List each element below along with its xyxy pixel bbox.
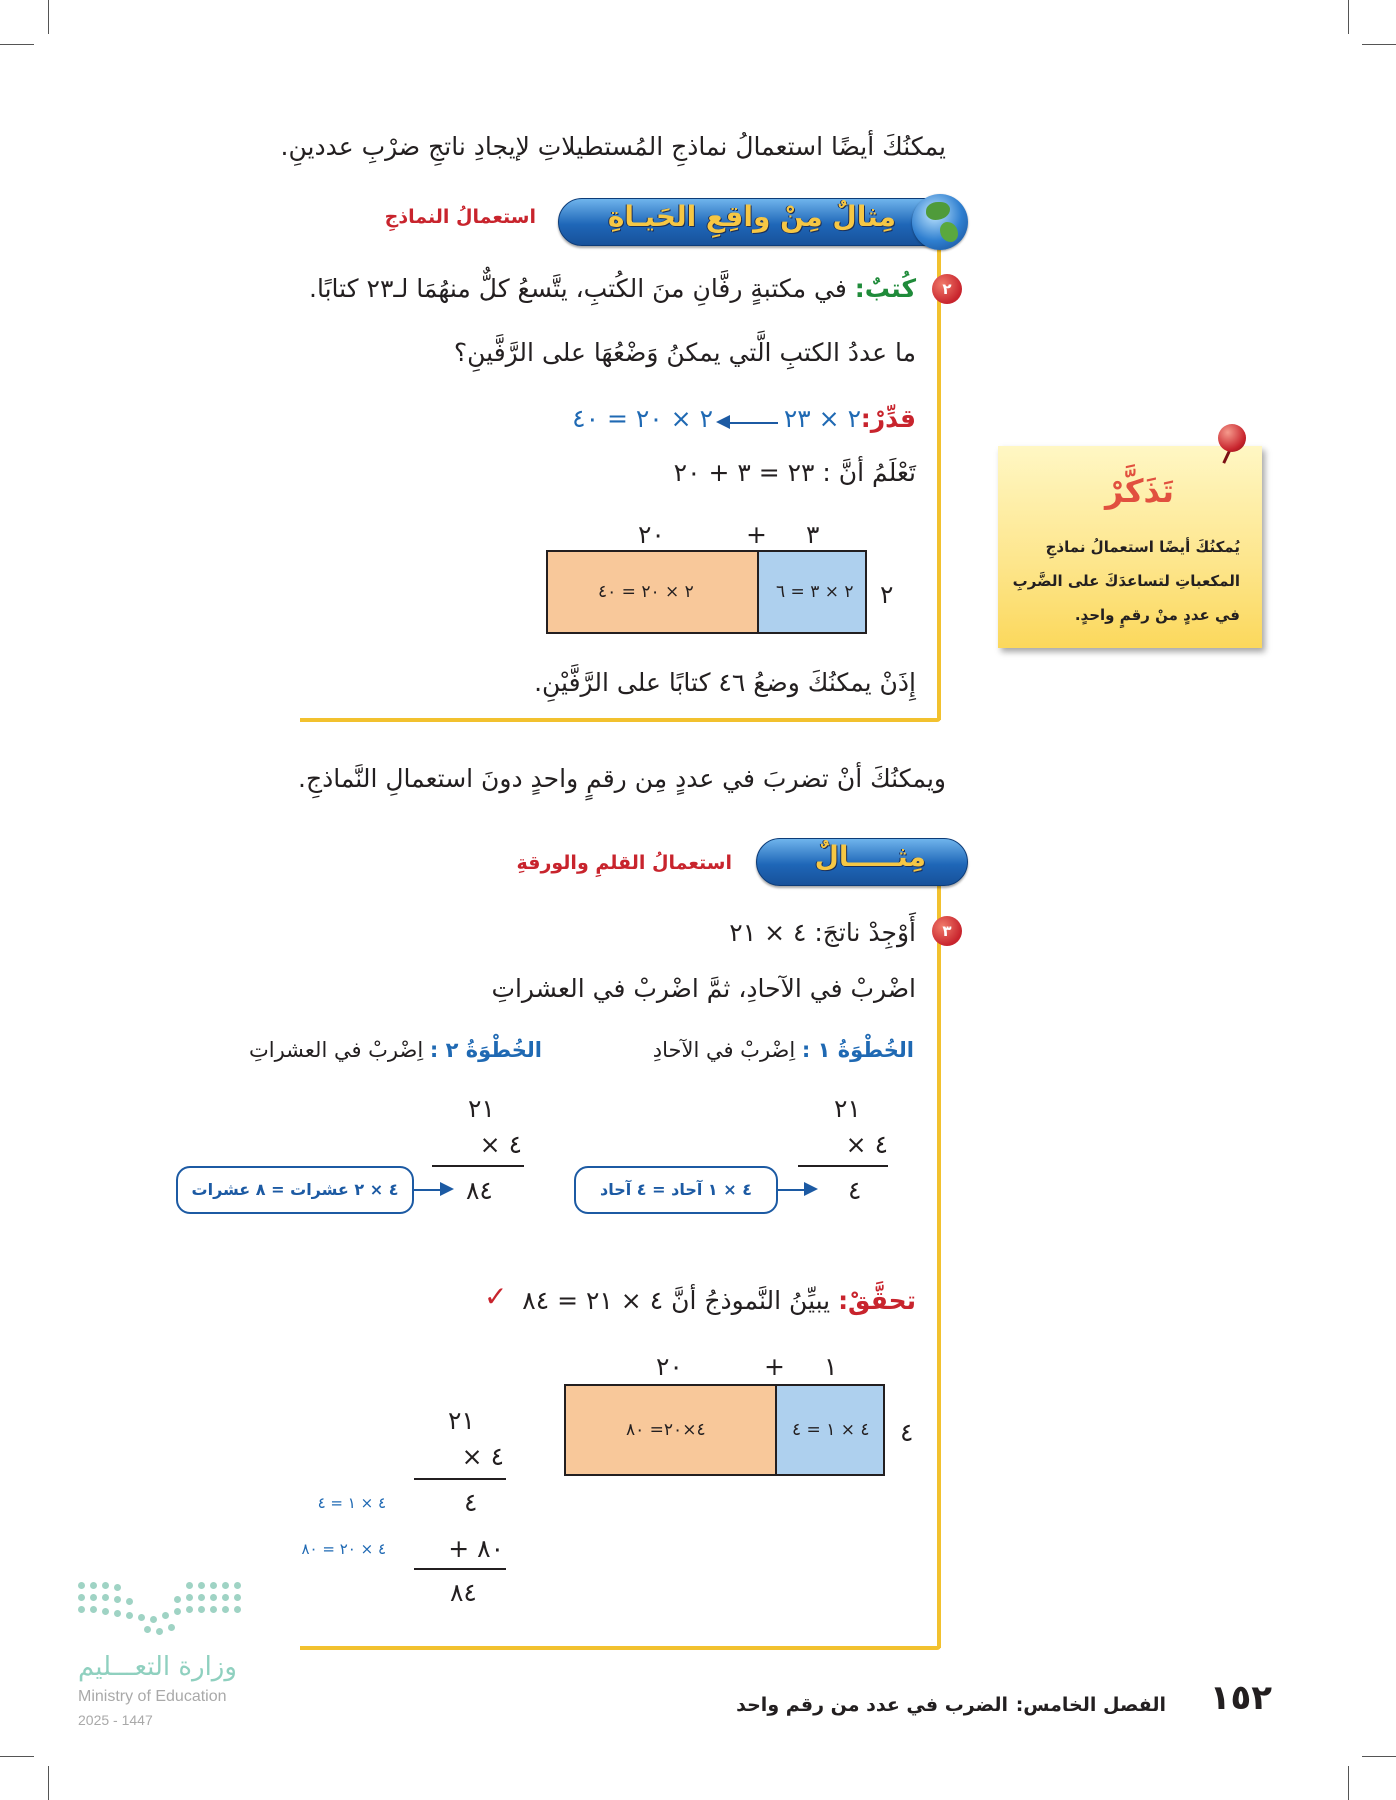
- model2-side: ٤: [900, 1418, 914, 1447]
- step2-heading: [249, 1038, 542, 1062]
- vertical-partial2: + ٨٠: [448, 1534, 504, 1563]
- transition-text: ويمكنُكَ أنْ تضربَ في عددٍ مِن رقمٍ واحدٍ دونَ استعمالِ النَّماذجِ.: [298, 764, 946, 793]
- arrow-left-icon: [716, 415, 730, 429]
- ministry-arabic: وزارة التعـــليم: [78, 1652, 237, 1682]
- section-rule: [937, 882, 941, 1648]
- estimate-left: ٢ × ٢٣: [783, 404, 861, 433]
- step2-arrow: [414, 1189, 440, 1191]
- vertical-total: ٨٤: [450, 1578, 477, 1607]
- task-text: أَوْجِدْ ناتجَ: ٤ × ٢١: [729, 918, 916, 947]
- model2-top-plus: +: [764, 1352, 785, 1381]
- remember-line-3: في عددٍ منْ رقمٍ واحدٍ.: [1074, 606, 1240, 624]
- vertical-note-1: ٤ × ١ = ٤: [317, 1494, 386, 1512]
- chapter-label: الفصل الخامس:: [1015, 1694, 1166, 1716]
- model1-top-tens: ٢٠: [638, 520, 665, 549]
- model2-ones-cell: ٤ × ١ = ٤: [792, 1420, 870, 1440]
- vertical-top: ٢١: [448, 1406, 475, 1435]
- model1-top-plus: +: [746, 520, 767, 549]
- step1-top: ٢١: [834, 1094, 861, 1123]
- example-banner-title: مِثـــــالٌ: [814, 840, 926, 873]
- arrow-right-icon: [804, 1182, 818, 1196]
- problem-text: في مكتبةٍ رفَّانِ منَ الكُتبِ، يتَّسعُ كلٌّ منهُمَا لـ٢٣ كتابًا.: [309, 274, 847, 303]
- model1-tens-cell: ٢ × ٢٠ = ٤٠: [598, 582, 694, 602]
- crop-mark: [0, 44, 34, 45]
- remember-note: [998, 446, 1262, 648]
- step1-result: ٤: [848, 1176, 862, 1205]
- crop-mark: [1348, 1766, 1349, 1800]
- vertical-note-2: ٤ × ٢٠ = ٨٠: [301, 1540, 386, 1558]
- remember-line-1: يُمكنُكَ أيضًا استعمالُ نماذجِ: [1045, 538, 1240, 556]
- conclusion-text: إِذَنْ يمكنُكَ وضعُ ٤٦ كتابًا على الرَّفَّيْنِ.: [534, 668, 916, 697]
- crop-mark: [48, 0, 49, 34]
- problem-keyword: كُتبٌ:: [854, 274, 916, 303]
- crop-mark: [1362, 44, 1396, 45]
- vertical-mult: × ٤: [461, 1442, 504, 1471]
- model1-side: ٢: [880, 580, 894, 609]
- vertical-rule: [414, 1568, 506, 1570]
- remember-line-2: المكعباتِ لتساعدَكَ على الضَّربِ: [1012, 572, 1240, 590]
- step1-arrow: [778, 1189, 804, 1191]
- estimate-arrow: [730, 422, 778, 424]
- chapter-title: الضرب في عدد من رقم واحد: [736, 1694, 1008, 1716]
- step2-text: اِضْربْ في العشراتِ: [248, 1038, 424, 1062]
- step1-heading: [653, 1038, 914, 1062]
- intro-text: يمكنُكَ أيضًا استعمالُ نماذجِ المُستطيلاتِ لإيجادِ ناتجِ ضرْبِ عددينِ.: [280, 132, 946, 161]
- remember-title: تَذَكَّرْ: [1104, 472, 1174, 510]
- check-label: تحقَّقْ:: [838, 1286, 916, 1315]
- crop-mark: [0, 1756, 34, 1757]
- step2-rule: [432, 1165, 524, 1167]
- instruction-text: اضْربْ في الآحادِ، ثمَّ اضْربْ في العشراتِ: [491, 974, 916, 1003]
- step2-mult: × ٤: [479, 1130, 522, 1159]
- problem-line-2: ما عددُ الكتبِ الَّتي يمكنُ وَضْعُهَا على الرَّفَّينِ؟: [453, 338, 916, 367]
- model1-top-ones: ٣: [806, 520, 820, 549]
- ministry-year: 2025 - 1447: [78, 1712, 153, 1728]
- example-number: ٣: [932, 916, 962, 946]
- example-banner-title: مِثالٌ مِنْ واقِعِ الحَيـاةِ: [607, 200, 896, 233]
- step1-rule: [798, 1165, 888, 1167]
- globe-icon: [912, 194, 968, 250]
- estimate-right: ٢ × ٢٠ = ٤٠: [572, 404, 713, 433]
- step2-explain-box: ٤ × ٢ عشرات = ٨ عشرات: [176, 1166, 414, 1214]
- page-number: ١٥٢: [1209, 1678, 1272, 1718]
- model2-top-ones: ١: [824, 1352, 838, 1381]
- section-rule: [300, 1646, 941, 1650]
- vertical-rule: [414, 1478, 506, 1480]
- step1-explain-box: ٤ × ١ آحاد = ٤ آحاد: [574, 1166, 778, 1214]
- section-rule: [300, 718, 941, 722]
- crop-mark: [48, 1766, 49, 1800]
- step2-top: ٢١: [468, 1094, 495, 1123]
- step1-text: اِضْربْ في الآحادِ: [652, 1038, 796, 1062]
- example-number: ٢: [932, 274, 962, 304]
- example-subtitle: استعمالُ النماذجِ: [384, 206, 536, 228]
- step1-mult: × ٤: [845, 1130, 888, 1159]
- check-text: يبيِّنُ النَّموذجُ أنَّ ٤ × ٢١ = ٨٤: [522, 1286, 831, 1315]
- step2-label: الخُطْوَةُ ٢ :: [429, 1038, 542, 1062]
- pushpin-icon: [1218, 424, 1246, 452]
- problem-line-1: [309, 274, 916, 303]
- ministry-english: Ministry of Education: [78, 1688, 227, 1705]
- estimate-label: قدِّرْ:: [860, 404, 916, 433]
- know-text: تَعْلَمُ أنَّ : ٢٣ = ٣ + ٢٠: [673, 458, 916, 487]
- check-mark-icon: ✓: [484, 1280, 508, 1313]
- vertical-partial1: ٤: [464, 1488, 478, 1517]
- model2-tens-cell: ٤×٢٠= ٨٠: [626, 1420, 706, 1440]
- crop-mark: [1348, 0, 1349, 34]
- model1-ones-cell: ٢ × ٣ = ٦: [776, 582, 854, 602]
- example-subtitle: استعمالُ القلمِ والورقةِ: [516, 852, 732, 874]
- check-line: [522, 1286, 916, 1315]
- crop-mark: [1362, 1756, 1396, 1757]
- step1-label: الخُطْوَةُ ١ :: [801, 1038, 914, 1062]
- arrow-right-icon: [440, 1182, 454, 1196]
- model2-top-tens: ٢٠: [656, 1352, 683, 1381]
- step2-result: ٨٤: [466, 1176, 493, 1205]
